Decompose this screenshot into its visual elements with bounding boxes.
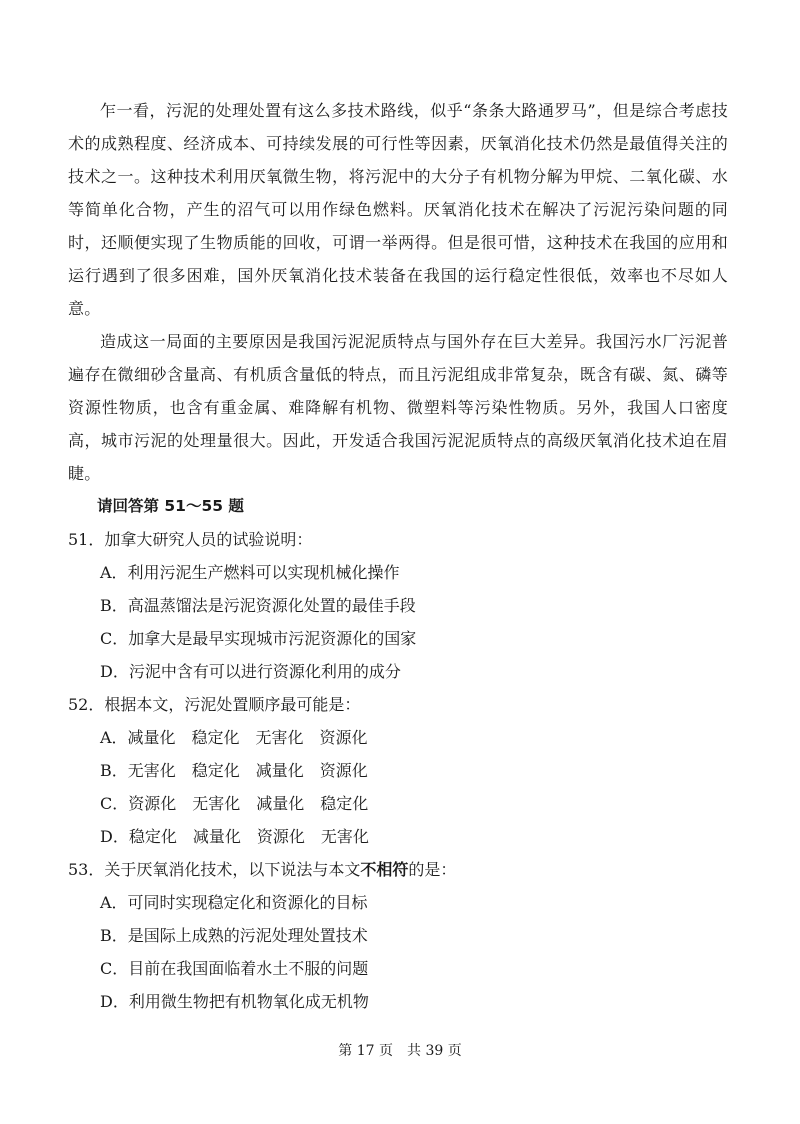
question-stem (68, 853, 728, 886)
question-stem (68, 523, 728, 556)
option-b: B．无害化 稳定化 减量化 资源化 (100, 761, 368, 780)
option-d: D．污泥中含有可以进行资源化利用的成分 (100, 662, 401, 681)
option-a: A．利用污泥生产燃料可以实现机械化操作 (100, 563, 400, 582)
option-b: B．是国际上成熟的污泥处理处置技术 (100, 926, 368, 945)
question-stem (68, 688, 728, 721)
option-c: C．目前在我国面临着水土不服的问题 (100, 959, 369, 978)
option-b: B．高温蒸馏法是污泥资源化处置的最佳手段 (100, 596, 416, 615)
question-emphasis: 不相符 (360, 860, 409, 879)
option-d: D．稳定化 减量化 资源化 无害化 (100, 827, 369, 846)
option-c: C．资源化 无害化 减量化 稳定化 (100, 794, 369, 813)
option-a: A．减量化 稳定化 无害化 资源化 (100, 728, 368, 747)
question-text-after: 的是： (408, 860, 457, 879)
question-52 (68, 688, 728, 853)
question-51 (68, 523, 728, 688)
page-footer: 第 17 页 共 39 页 (338, 1043, 462, 1059)
document-content (68, 94, 728, 1018)
option-a: A．可同时实现稳定化和资源化的目标 (100, 893, 368, 912)
section-title: 请回答第 51～55 题 (97, 497, 244, 515)
option-d: D．利用微生物把有机物氧化成无机物 (100, 992, 369, 1011)
question-number: 53． (68, 860, 105, 879)
question-text: 加拿大研究人员的试验说明： (104, 530, 313, 549)
question-text: 根据本文，污泥处置顺序最可能是： (104, 695, 361, 714)
question-number: 52． (68, 695, 105, 714)
question-number: 51． (68, 530, 105, 549)
option-c: C．加拿大是最早实现城市污泥资源化的国家 (100, 629, 417, 648)
paragraph-2: 造成这一局面的主要原因是我国污泥泥质特点与国外存在巨大差异。我国污水厂污泥普遍存在微细砂含量高、有机质含量低的特点，而且污泥组成非常复杂，既含有碳、氮、磷等资源性物质，也含有重金属、难降解有机物、微塑料等污染性物质。另外，我国人口密度高，城市污泥的处理量很大。因此，开发适合我国污泥泥质特点的高级厌氧消化技术迫在眉睫。 (68, 332, 728, 483)
paragraph-1: 乍一看，污泥的处理处置有这么多技术路线，似乎“条条大路通罗马”，但是综合考虑技术的成熟程度、经济成本、可持续发展的可行性等因素，厌氧消化技术仍然是最值得关注的技术之一。这种技术利用厌氧微生物，将污泥中的大分子有机物分解为甲烷、二氧化碳、水等简单化合物，产生的沼气可以用作绿色燃料。厌氧消化技术在解决了污泥污染问题的同时，还顺便实现了生物质能的回收，可谓一举两得。但是很可惜，这种技术在我国的应用和运行遇到了很多困难，国外厌氧消化技术装备在我国的运行稳定性很低，效率也不尽如人意。 (68, 101, 728, 318)
question-53 (68, 853, 728, 1018)
question-text-before: 关于厌氧消化技术，以下说法与本文 (104, 860, 361, 879)
